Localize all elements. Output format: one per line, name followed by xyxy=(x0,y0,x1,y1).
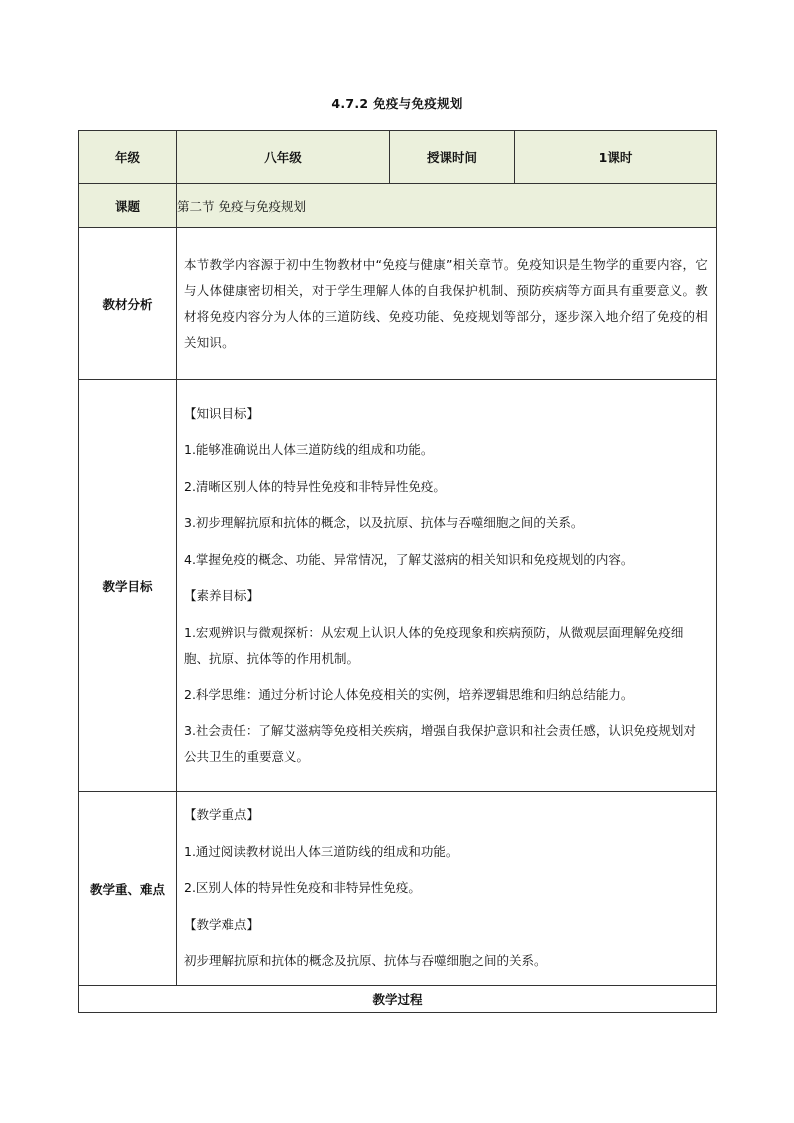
analysis-text: 本节教学内容源于初中生物教材中“免疫与健康”相关章节。免疫知识是生物学的重要内容，它与人体健康密切相关，对于学生理解人体的自我保护机制、预防疾病等方面具有重要意义。教材将免疫内容分为人体的三道防线、免疫功能、免疫规划等部分，逐步深入地介绍了免疫的相关知识。 xyxy=(184,256,708,350)
focus-heading: 【教学重点】 xyxy=(184,807,260,823)
focus-item: 2.区别人体的特异性免疫和非特异性免疫。 xyxy=(184,880,421,896)
focus-item: 1.通过阅读教材说出人体三道防线的组成和功能。 xyxy=(184,843,459,859)
key-points-row xyxy=(79,792,717,986)
literacy-heading: 【素养目标】 xyxy=(184,588,260,604)
grade-label: 年级 xyxy=(79,131,177,184)
literacy-item: 3.社会责任：了解艾滋病等免疫相关疾病，增强自我保护意识和社会责任感，认识免疫规划对公共卫生的重要意义。 xyxy=(184,723,696,765)
objectives-cell xyxy=(177,380,717,792)
difficulty-heading: 【教学难点】 xyxy=(184,916,260,932)
analysis-row xyxy=(79,228,717,380)
literacy-item: 1.宏观辨识与微观探析：从宏观上认识人体的免疫现象和疾病预防，从微观层面理解免疫细胞、抗原、抗体等的作用机制。 xyxy=(184,624,684,666)
grade-row xyxy=(79,131,717,184)
key-points-cell xyxy=(177,792,717,986)
time-label: 授课时间 xyxy=(390,131,515,184)
key-points-label: 教学重、难点 xyxy=(79,792,177,986)
topic-value: 第二节 免疫与免疫规划 xyxy=(177,184,717,228)
lesson-plan-table xyxy=(78,130,717,1013)
knowledge-heading: 【知识目标】 xyxy=(184,405,260,421)
knowledge-item: 2.清晰区别人体的特异性免疫和非特异性免疫。 xyxy=(184,478,446,494)
knowledge-item: 4.掌握免疫的概念、功能、异常情况，了解艾滋病的相关知识和免疫规划的内容。 xyxy=(184,551,634,567)
topic-row xyxy=(79,184,717,228)
difficulty-item: 初步理解抗原和抗体的概念及抗原、抗体与吞噬细胞之间的关系。 xyxy=(184,953,547,969)
topic-label: 课题 xyxy=(79,184,177,228)
document-title: 4.7.2 免疫与免疫规划 xyxy=(331,96,463,111)
process-label: 教学过程 xyxy=(79,986,717,1013)
grade-value: 八年级 xyxy=(177,131,390,184)
analysis-cell xyxy=(177,228,717,380)
time-value: 1课时 xyxy=(515,131,717,184)
analysis-label: 教材分析 xyxy=(79,228,177,380)
objectives-label: 教学目标 xyxy=(79,380,177,792)
process-row xyxy=(79,986,717,1013)
knowledge-item: 3.初步理解抗原和抗体的概念，以及抗原、抗体与吞噬细胞之间的关系。 xyxy=(184,515,584,531)
literacy-item: 2.科学思维：通过分析讨论人体免疫相关的实例，培养逻辑思维和归纳总结能力。 xyxy=(184,686,634,702)
knowledge-item: 1.能够准确说出人体三道防线的组成和功能。 xyxy=(184,442,434,458)
objectives-row xyxy=(79,380,717,792)
